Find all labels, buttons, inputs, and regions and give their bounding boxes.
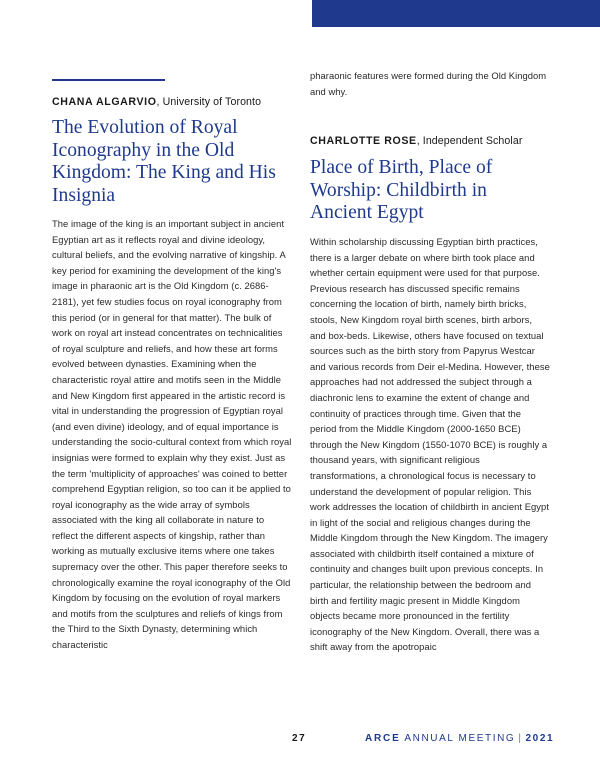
right-author-line — [310, 135, 522, 147]
left-author-line — [52, 96, 261, 108]
footer-event: ANNUAL MEETING — [404, 733, 516, 744]
right-article-abstract: Within scholarship discussing Egyptian birth practices, there is a larger debate on where birth took place and whether certain equipment were used for that purpose. Previous research has discussed specific remains concerning the location of birth, namely birth bricks, stools, New Kingdom royal birth scenes, birth arbors, and box-beds. Likewise, others have focused on textual sources such as the birth story from Papyrus Westcar and various records from Deir el-Medina. However, these approaches had not addressed the subject through a diachronic lens to examine the extent of change and continuity of practices through time. Given that the period from the Middle Kingdom (2000-1650 BCE) through the New Kingdom (1550-1070 BCE) is roughly a thousand years, with significant religious transformations, a chronological focus is necessary to understand the development of popular religion. This work addresses the location of childbirth in ancient Egypt in light of the social and religious changes during the Middle Kingdom through the New Kingdom. The imagery associated with childbirth itself contained a mixture of continuity and changes built upon previous concepts. In particular, the relationship between the bedroom and birth and fertility magic present in Middle Kingdom objects became more pronounced in the fertility iconography of the New Kingdom. Overall, there was a shift away from the apotropaic — [310, 236, 550, 653]
right-author-name: CHARLOTTE ROSE — [310, 135, 417, 147]
left-article-abstract: The image of the king is an important subject in ancient Egyptian art as it reflects royal and divine ideology, cultural beliefs, and the evolving narrative of kingship. A key period for examining the development of the king's image in pharaonic art is the Old Kingdom (c. 2686-2181), yet few studies focus on royal iconography from this period (or in general for that matter). The bulk of work on royal art instead concentrates on technicalities of royal sculpture and reliefs, and how these art forms evolved between dynasties. Examining when the characteristic royal attire and motifs seen in the Middle and New Kingdom first appeared in the artistic record is vital in understanding the progression of Egyptian royal (and even divine) ideology, and of equal importance is understanding the socio-cultural context from which royal insignias were formed to explain why they exist. Just as the term 'multiplicity of approaches' was coined to better comprehend Egyptian religion, so too can it be applied to royal iconography as the wide array of symbols associated with the king all collaborate in nature to reflect the different aspects of kingship, rather than working as mutually exclusive items where one takes supremacy over the other. This paper therefore seeks to chronologically examine the royal iconography of the Old Kingdom by focusing on the evolution of royal markers and motifs from the sculptures and reliefs of kings from the Third to the Sixth Dynasty, determining which characteristic — [52, 218, 292, 651]
left-author-affiliation: , University of Toronto — [156, 96, 262, 108]
left-author-name: CHANA ALGARVIO — [52, 96, 157, 108]
page-number: 27 — [292, 733, 307, 744]
section-divider-rule — [52, 79, 165, 81]
right-article-title: Place of Birth, Place of Worship: Childbirth in Ancient Egypt — [310, 157, 493, 223]
header-color-bar — [312, 0, 600, 27]
right-author-affiliation: , Independent Scholar — [416, 135, 523, 147]
footer-year: 2021 — [525, 733, 555, 744]
footer-separator: | — [518, 733, 523, 744]
right-continued-text: pharaonic features were formed during the Old Kingdom and why. — [310, 70, 547, 97]
left-article-title: The Evolution of Royal Iconography in the Old Kingdom: The King and His Insignia — [52, 117, 276, 206]
footer-brand: ARCE — [365, 733, 401, 744]
running-footer — [365, 733, 554, 744]
